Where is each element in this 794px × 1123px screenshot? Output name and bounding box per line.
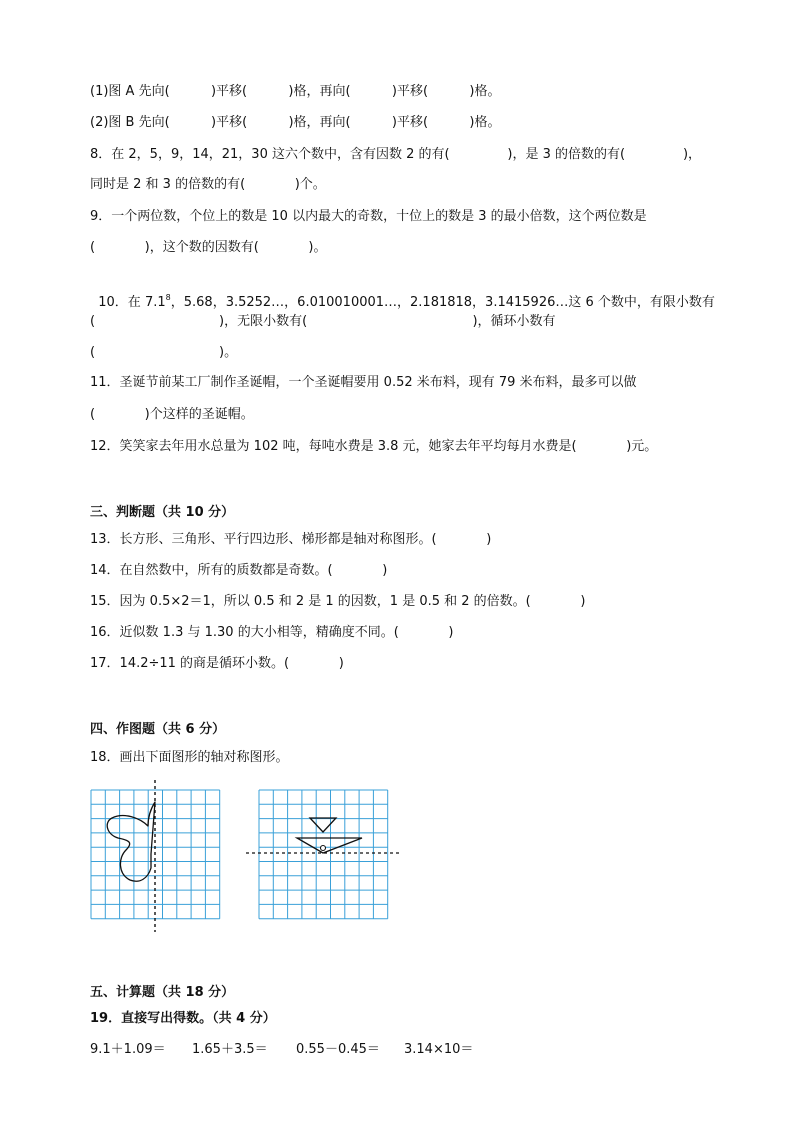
q17: 17．14.2÷11 的商是循环小数。( )	[90, 656, 344, 671]
q7-sub2: (2)图 B 先向( )平移( )格，再向( )平移( )格。	[90, 115, 501, 130]
q8-line2: 同时是 2 和 3 的倍数的有( )个。	[90, 177, 326, 192]
q9-line2: ( )，这个数的因数有( )。	[90, 240, 327, 255]
q10-line3: ( )。	[90, 345, 238, 360]
section3-title: 三、判断题（共 10 分）	[90, 505, 235, 520]
center-point	[321, 846, 326, 851]
q8-line1: 8．在 2，5，9，14，21，30 这六个数中，含有因数 2 的有( )，是 3 的倍数的有( )，	[90, 147, 702, 162]
section4-title: 四、作图题（共 6 分）	[90, 722, 226, 737]
q14: 14．在自然数中，所有的质数都是奇数。( )	[90, 563, 388, 578]
q13: 13．长方形、三角形、平行四边形、梯形都是轴对称图形。( )	[90, 532, 492, 547]
small-triangle-shape	[310, 818, 336, 832]
q10-line2: ( )，无限小数有( )，循环小数有	[90, 314, 556, 329]
q10-recurring-number: $7.1^8$	[144, 293, 171, 310]
q19-item-3: 0.55－0.45＝	[296, 1042, 380, 1057]
q19: 19．直接写出得数。（共 4 分）	[90, 1011, 276, 1026]
q10-rest: ，5.68，3.5252…，6.010010001…，2.181818，3.1415926…这 6 个数中，有限小数有	[170, 295, 715, 310]
q19-item-2: 1.65＋3.5＝	[192, 1042, 268, 1057]
q11-line1: 11．圣诞节前某工厂制作圣诞帽，一个圣诞帽要用 0.52 米布料，现有 79 米布料，最多可以做	[90, 375, 637, 390]
q10-line1	[90, 276, 715, 313]
q19-item-4: 3.14×10＝	[404, 1042, 474, 1057]
q18: 18．画出下面图形的轴对称图形。	[90, 750, 289, 765]
q15: 15．因为 0.5×2＝1，所以 0.5 和 2 是 1 的因数，1 是 0.5 和 2 的倍数。( )	[90, 594, 586, 609]
triangle-grid-figure	[246, 780, 416, 920]
q7-sub1: (1)图 A 先向( )平移( )格，再向( )平移( )格。	[90, 84, 501, 99]
large-triangle-shape	[297, 838, 362, 853]
section5-title: 五、计算题（共 18 分）	[90, 985, 235, 1000]
q16: 16．近似数 1.3 与 1.30 的大小相等，精确度不同。( )	[90, 625, 454, 640]
q9-line1: 9．一个两位数，个位上的数是 10 以内最大的奇数，十位上的数是 3 的最小倍数，这个两位数是	[90, 209, 647, 224]
q10-prefix: 10．在	[98, 295, 145, 310]
butterfly-grid-figure	[88, 780, 228, 935]
q19-item-1: 9.1＋1.09＝	[90, 1042, 166, 1057]
q12-line1: 12．笑笑家去年用水总量为 102 吨，每吨水费是 3.8 元，她家去年平均每月水费是( )元。	[90, 439, 658, 454]
grid-lines	[259, 790, 388, 919]
q11-line2: ( )个这样的圣诞帽。	[90, 407, 254, 422]
